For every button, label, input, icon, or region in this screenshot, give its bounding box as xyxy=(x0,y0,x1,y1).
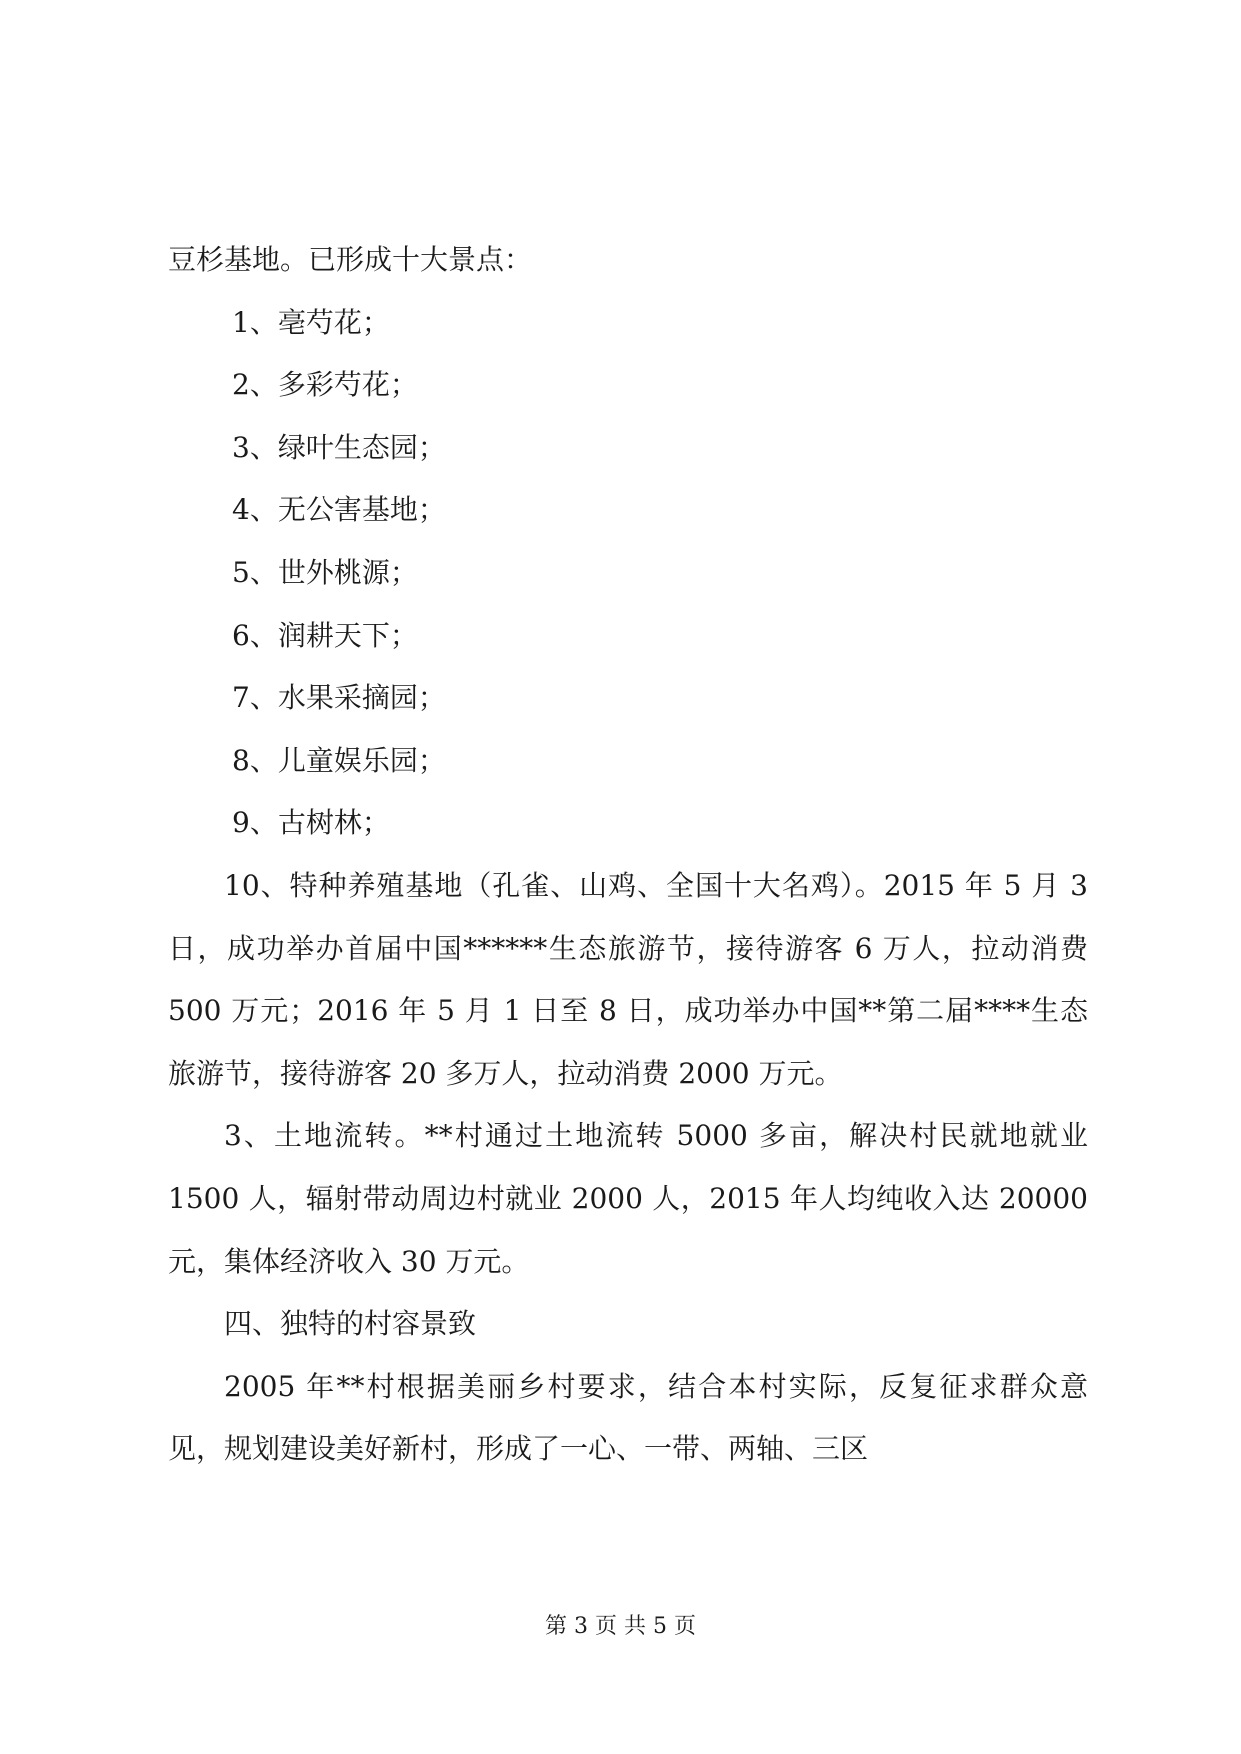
list-item: 9、古树林； xyxy=(232,806,390,840)
list-item: 8、儿童娱乐园； xyxy=(232,743,446,777)
section-heading: 四、独特的村容景致 xyxy=(224,1307,477,1341)
list-item: 1、亳芍花； xyxy=(232,305,390,339)
list-item: 3、绿叶生态园； xyxy=(232,430,446,464)
list-item: 2、多彩芍花； xyxy=(232,368,418,402)
text-line: 豆杉基地。已形成十大景点： xyxy=(168,243,533,276)
list-item: 6、润耕天下； xyxy=(232,618,418,652)
list-item: 5、世外桃源； xyxy=(232,555,418,589)
page-number: 第 3 页 共 5 页 xyxy=(545,1614,696,1639)
paragraph-tourism-festival: 10、特种养殖基地（孔雀、山鸡、全国十大名鸡）。2015 年 5 月 3 日，成功举办首届中国******生态旅游节，接待游客 6 万人，拉动消费 500 万元；2016 年 5 月 1 日至 8 日，成功举办中国**第二届****生态旅游节，接待游客 20 多万人，拉动消费 2000 万元。 xyxy=(168,868,1088,1090)
body-text xyxy=(168,229,1088,1481)
paragraph-land-transfer: 3、土地流转。**村通过土地流转 5000 多亩，解决村民就地就业 1500 人，辐射带动周边村就业 2000 人，2015 年人均纯收入达 20000 元，集体经济收入 30 万元。 xyxy=(168,1119,1088,1278)
list-item: 7、水果采摘园； xyxy=(232,681,446,715)
list-item: 4、无公害基地； xyxy=(232,493,446,527)
paragraph-village-planning: 2005 年**村根据美丽乡村要求，结合本村实际，反复征求群众意见，规划建设美好新村，形成了一心、一带、两轴、三区 xyxy=(168,1369,1088,1466)
